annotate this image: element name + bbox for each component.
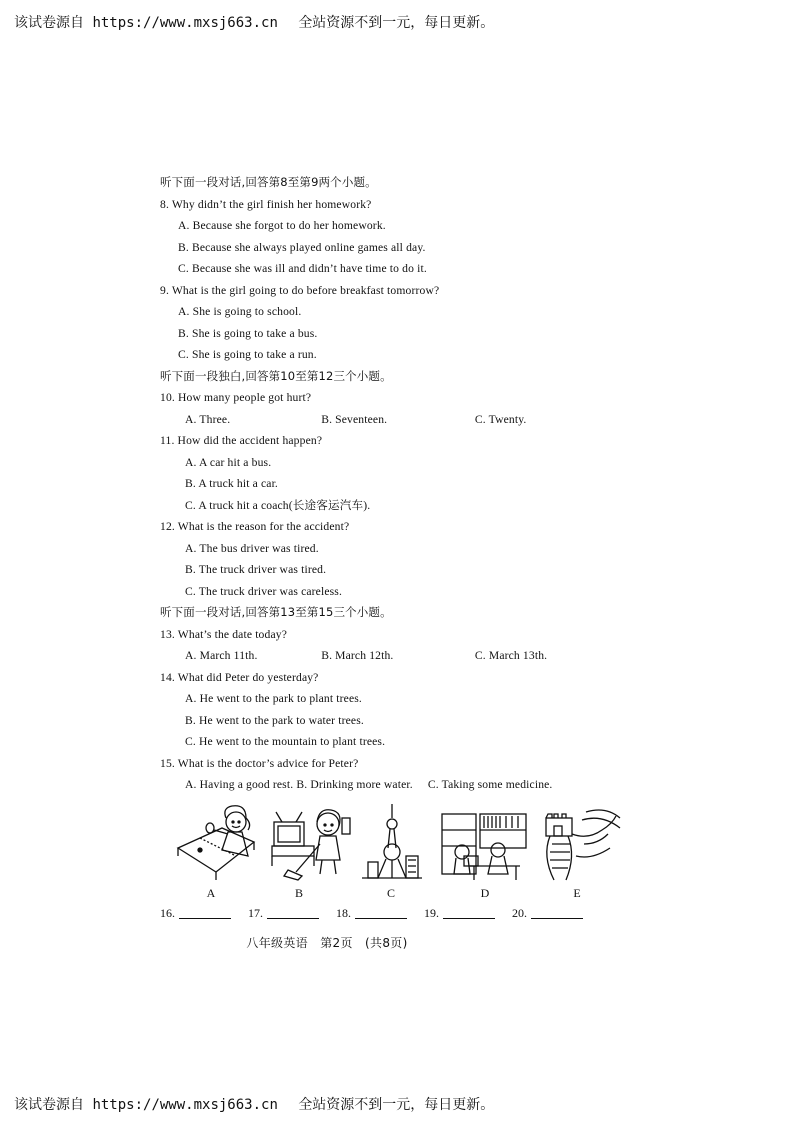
banner-url[interactable]: https://www.mxsj663.cn [92,1097,278,1113]
girl-cleaning-room-icon [266,804,356,884]
option-11c: C. A truck hit a coach(长途客运汽车). [185,498,371,512]
option-11b: B. A truck hit a car. [185,477,278,490]
great-wall-icon [536,804,626,884]
children-reading-library-icon [440,804,530,884]
exam-page-content [160,172,650,796]
page-footer: 八年级英语 第2页 (共8页) [246,936,408,950]
question-12: 12. What is the reason for the accident? [160,520,350,533]
blank-19[interactable] [424,906,495,921]
option-12a: A. The bus driver was tired. [185,541,319,555]
answer-line[interactable] [267,918,319,919]
tv-tower-city-icon [360,804,450,884]
picture-label-a: A [206,886,216,900]
question-15: 15. What is the doctor’s advice for Peter? [160,756,359,770]
option-10c: C. Twenty. [474,412,527,426]
option-11a: A. A car hit a bus. [185,455,272,469]
picture-label-b: B [294,886,303,900]
option-8b: B. Because she always played online games all day. [178,240,426,254]
picture-a [170,804,260,884]
option-14b: B. He went to the park to water trees. [185,713,364,727]
question-10: 10. How many people got hurt? [160,391,312,404]
option-13a: A. March 11th. [185,649,258,662]
option-15b: B. Drinking more water. [296,778,413,791]
options-row-10 [160,409,650,431]
picture-b [266,804,356,884]
blank-number: 19. [424,906,439,920]
section-heading: 听下面一段对话,回答第8至第9两个小题。 [160,175,377,189]
blank-17[interactable] [248,906,319,921]
section-heading: 听下面一段对话,回答第13至第15三个小题。 [160,605,392,619]
answer-line[interactable] [443,918,495,919]
option-12c: C. The truck driver was careless. [185,584,343,598]
option-15a: A. Having a good rest. [185,778,294,791]
answer-line[interactable] [531,918,583,919]
answer-blanks-row [160,906,640,921]
picture-row [168,804,628,900]
question-8: 8. Why didn’t the girl finish her homework? [160,197,372,211]
question-11: 11. How did the accident happen? [160,434,323,447]
option-14a: A. He went to the park to plant trees. [185,692,362,705]
picture-label-e: E [573,886,581,900]
option-8a: A. Because she forgot to do her homework. [178,219,386,232]
picture-label-d: D [480,886,490,900]
banner-slogan: 全站资源不到一元，每日更新。 [298,1097,495,1113]
option-10b: B. Seventeen. [321,412,388,426]
blank-number: 17. [248,906,263,920]
option-9a: A. She is going to school. [178,305,302,318]
picture-label-c: C [386,886,395,900]
girl-playing-table-tennis-icon [170,804,260,884]
blank-16[interactable] [160,906,231,921]
source-banner-bottom [14,1094,494,1114]
section-heading: 听下面一段独白,回答第10至第12三个小题。 [160,368,392,383]
banner-prefix: 该试卷源自 [14,15,84,31]
picture-c [360,804,450,884]
banner-url[interactable]: https://www.mxsj663.cn [92,15,278,31]
blank-number: 18. [336,906,351,920]
option-14c: C. He went to the mountain to plant trees. [185,735,386,748]
option-13b: B. March 12th. [321,649,394,662]
option-8c: C. Because she was ill and didn’t have time to do it. [178,262,427,275]
picture-d [440,804,530,884]
answer-line[interactable] [179,918,231,919]
question-14: 14. What did Peter do yesterday? [160,670,319,684]
option-15c: C. Taking some medicine. [427,778,553,791]
option-9c: C. She is going to take a run. [178,348,317,361]
option-9b: B. She is going to take a bus. [178,326,318,340]
options-row-13 [160,645,650,667]
question-13: 13. What’s the date today? [160,627,287,641]
options-row-15 [160,774,650,796]
blank-18[interactable] [336,906,407,921]
option-12b: B. The truck driver was tired. [185,563,327,576]
source-banner-top [14,12,494,32]
banner-slogan: 全站资源不到一元，每日更新。 [298,15,495,31]
question-9: 9. What is the girl going to do before breakfast tomorrow? [160,283,440,297]
blank-number: 20. [512,906,527,920]
blank-number: 16. [160,906,175,920]
option-13c: C. March 13th. [474,649,548,662]
picture-e [536,804,626,884]
banner-prefix: 该试卷源自 [14,1097,84,1113]
answer-line[interactable] [355,918,407,919]
option-10a: A. Three. [185,412,231,426]
blank-20[interactable] [512,906,583,921]
